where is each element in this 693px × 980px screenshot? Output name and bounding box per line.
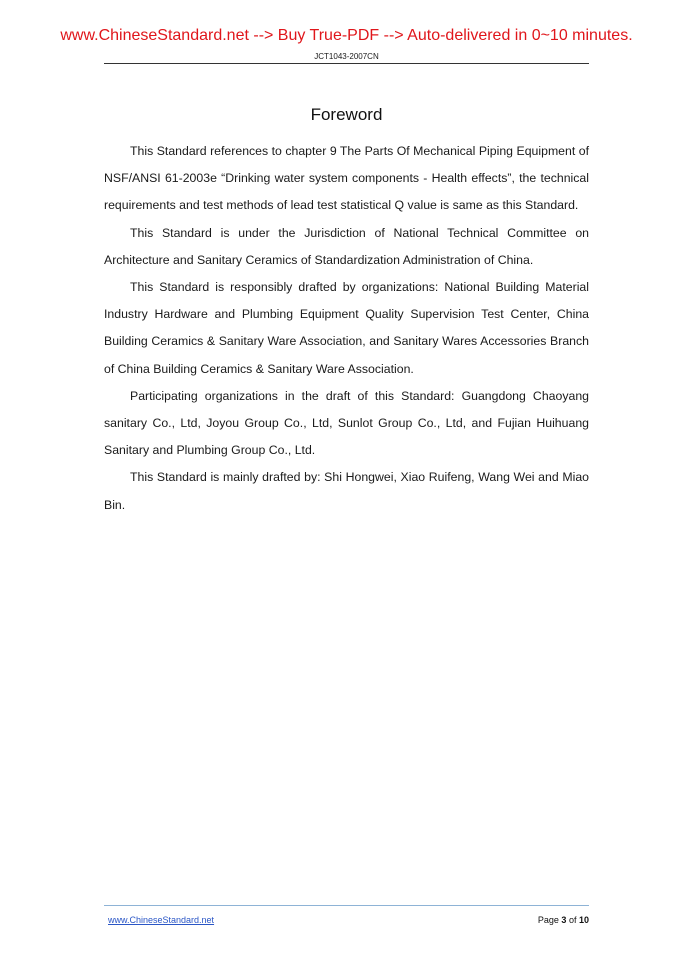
paragraph: Participating organizations in the draft of this Standard: Guangdong Chaoyang sanitary Co., Ltd, Joyou Group Co., Ltd, Sunlot Group Co., Ltd, and Fujian Huihuang Sanitary and Plumbing Group Co., Ltd. (104, 388, 589, 458)
paragraph: This Standard is responsibly drafted by organizations: National Building Material Industry Hardware and Plumbing Equipment Quality Supervision Test Center, China Building Ceramics & Sanitary Ware Association, and Sanitary Wares Accessories Branch of China Building Ceramics & Sanitary Ware Association. (104, 280, 589, 376)
page-title: Foreword (310, 105, 383, 124)
paragraph: This Standard is mainly drafted by: Shi Hongwei, Xiao Ruifeng, Wang Wei and Miao Bin. (104, 470, 589, 512)
promo-banner-link[interactable]: www.ChineseStandard.net --> Buy True-PDF --> Auto-delivered in 0~10 minutes. (60, 27, 633, 44)
page-of: of (568, 915, 577, 925)
header-divider (104, 63, 589, 64)
paragraph: This Standard references to chapter 9 The Parts Of Mechanical Piping Equipment of NSF/ANSI 61-2003e “Drinking water system components - Health effects”, the technical requirements and test methods of lead test statistical Q value is same as this Standard. (104, 144, 589, 213)
foreword-body (104, 138, 589, 519)
page-current: 3 (561, 915, 567, 925)
footer-website-link[interactable]: www.ChineseStandard.net (108, 915, 215, 925)
page-total: 10 (578, 915, 589, 925)
page-label: Page (537, 915, 559, 925)
footer-divider (104, 905, 589, 906)
paragraph: This Standard is under the Jurisdiction of National Technical Committee on Architecture and Sanitary Ceramics of Standardization Administration of China. (104, 225, 589, 267)
document-code: JCT1043-2007CN (314, 52, 379, 61)
page-number (538, 915, 589, 925)
